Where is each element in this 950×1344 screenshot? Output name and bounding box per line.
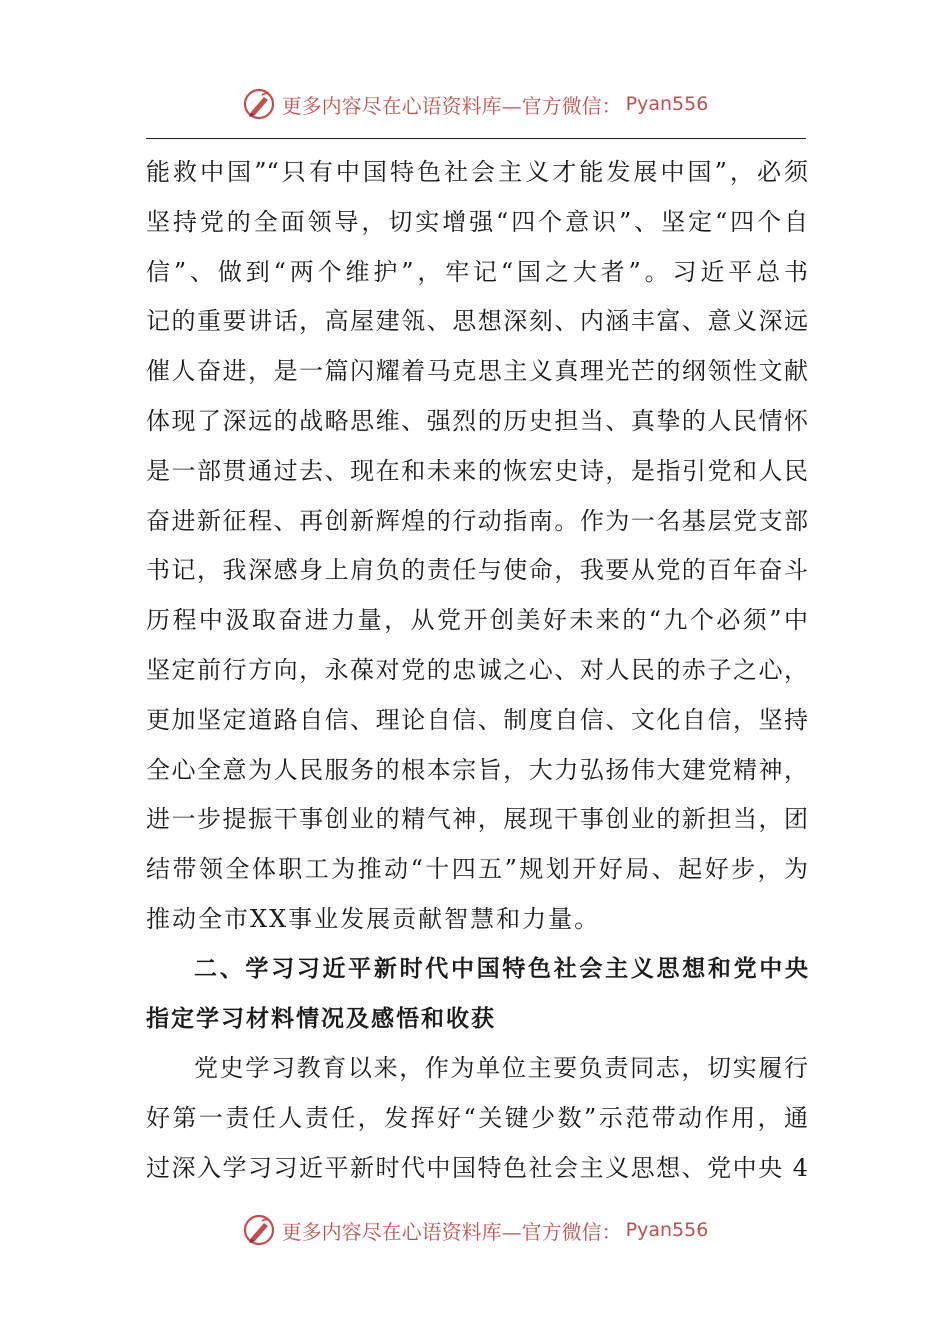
text-line: 全心全意为人民服务的根本宗旨，大力弘扬伟大建党精神， <box>146 755 808 784</box>
header-wechat-id: Pyan556 <box>625 93 709 115</box>
paragraph-2 <box>146 1044 808 1193</box>
header-banner-text: 更多内容尽在心语资料库—官方微信： <box>281 93 622 118</box>
header-banner <box>0 84 950 124</box>
text-line: 是一部贯通过去、现在和未来的恢宏史诗，是指引党和人民 <box>146 456 808 485</box>
text-line: 结带领全体职工为推动“十四五”规划开好局、起好步，为 <box>146 855 808 884</box>
text-line: 记的重要讲话，高屋建瓴、思想深刻、内涵丰富、意义深远 <box>146 307 808 336</box>
text-line: 过深入学习习近平新时代中国特色社会主义思想、党中央 4 <box>146 1153 808 1182</box>
header-divider <box>146 138 806 139</box>
text-line: 信”、做到“两个维护”，牢记“国之大者”。习近平总书 <box>146 257 808 286</box>
text-line: 党史学习教育以来，作为单位主要负责同志，切实履行 <box>194 1054 808 1083</box>
pen-logo-icon <box>242 1213 276 1247</box>
footer-banner <box>0 1210 950 1250</box>
document-body <box>146 148 808 1194</box>
text-line: 进一步提振干事创业的精气神，展现干事创业的新担当，团 <box>146 805 808 834</box>
text-line: 催人奋进，是一篇闪耀着马克思主义真理光芒的纲领性文献 <box>146 357 808 386</box>
text-line: 书记，我深感身上肩负的责任与使命，我要从党的百年奋斗 <box>146 556 808 585</box>
text-line: 体现了深远的战略思维、强烈的历史担当、真挚的人民情怀 <box>146 406 808 435</box>
footer-banner-text: 更多内容尽在心语资料库—官方微信： <box>281 1219 622 1244</box>
text-line: 更加坚定道路自信、理论自信、制度自信、文化自信，坚持 <box>146 705 808 734</box>
text-line: 坚持党的全面领导，切实增强“四个意识”、坚定“四个自 <box>146 207 808 236</box>
text-line: 坚定前行方向，永葆对党的忠诚之心、对人民的赤子之心， <box>146 655 808 684</box>
pen-logo-icon <box>242 87 276 121</box>
heading-line: 二、学习习近平新时代中国特色社会主义思想和党中央 <box>194 955 808 982</box>
section-heading <box>146 945 808 1045</box>
text-line: 能救中国”“只有中国特色社会主义才能发展中国”，必须 <box>146 158 808 186</box>
footer-wechat-id: Pyan556 <box>625 1219 709 1241</box>
heading-line: 指定学习材料情况及感悟和收获 <box>146 1005 496 1032</box>
text-line: 好第一责任人责任，发挥好“关键少数”示范带动作用，通 <box>146 1104 808 1133</box>
text-line: 奋进新征程、再创新辉煌的行动指南。作为一名基层党支部 <box>146 506 808 535</box>
paragraph-1 <box>146 148 808 945</box>
text-line: 推动全市XX事业发展贡献智慧和力量。 <box>146 904 601 933</box>
text-line: 历程中汲取奋进力量，从党开创美好未来的“九个必须”中 <box>146 606 808 635</box>
